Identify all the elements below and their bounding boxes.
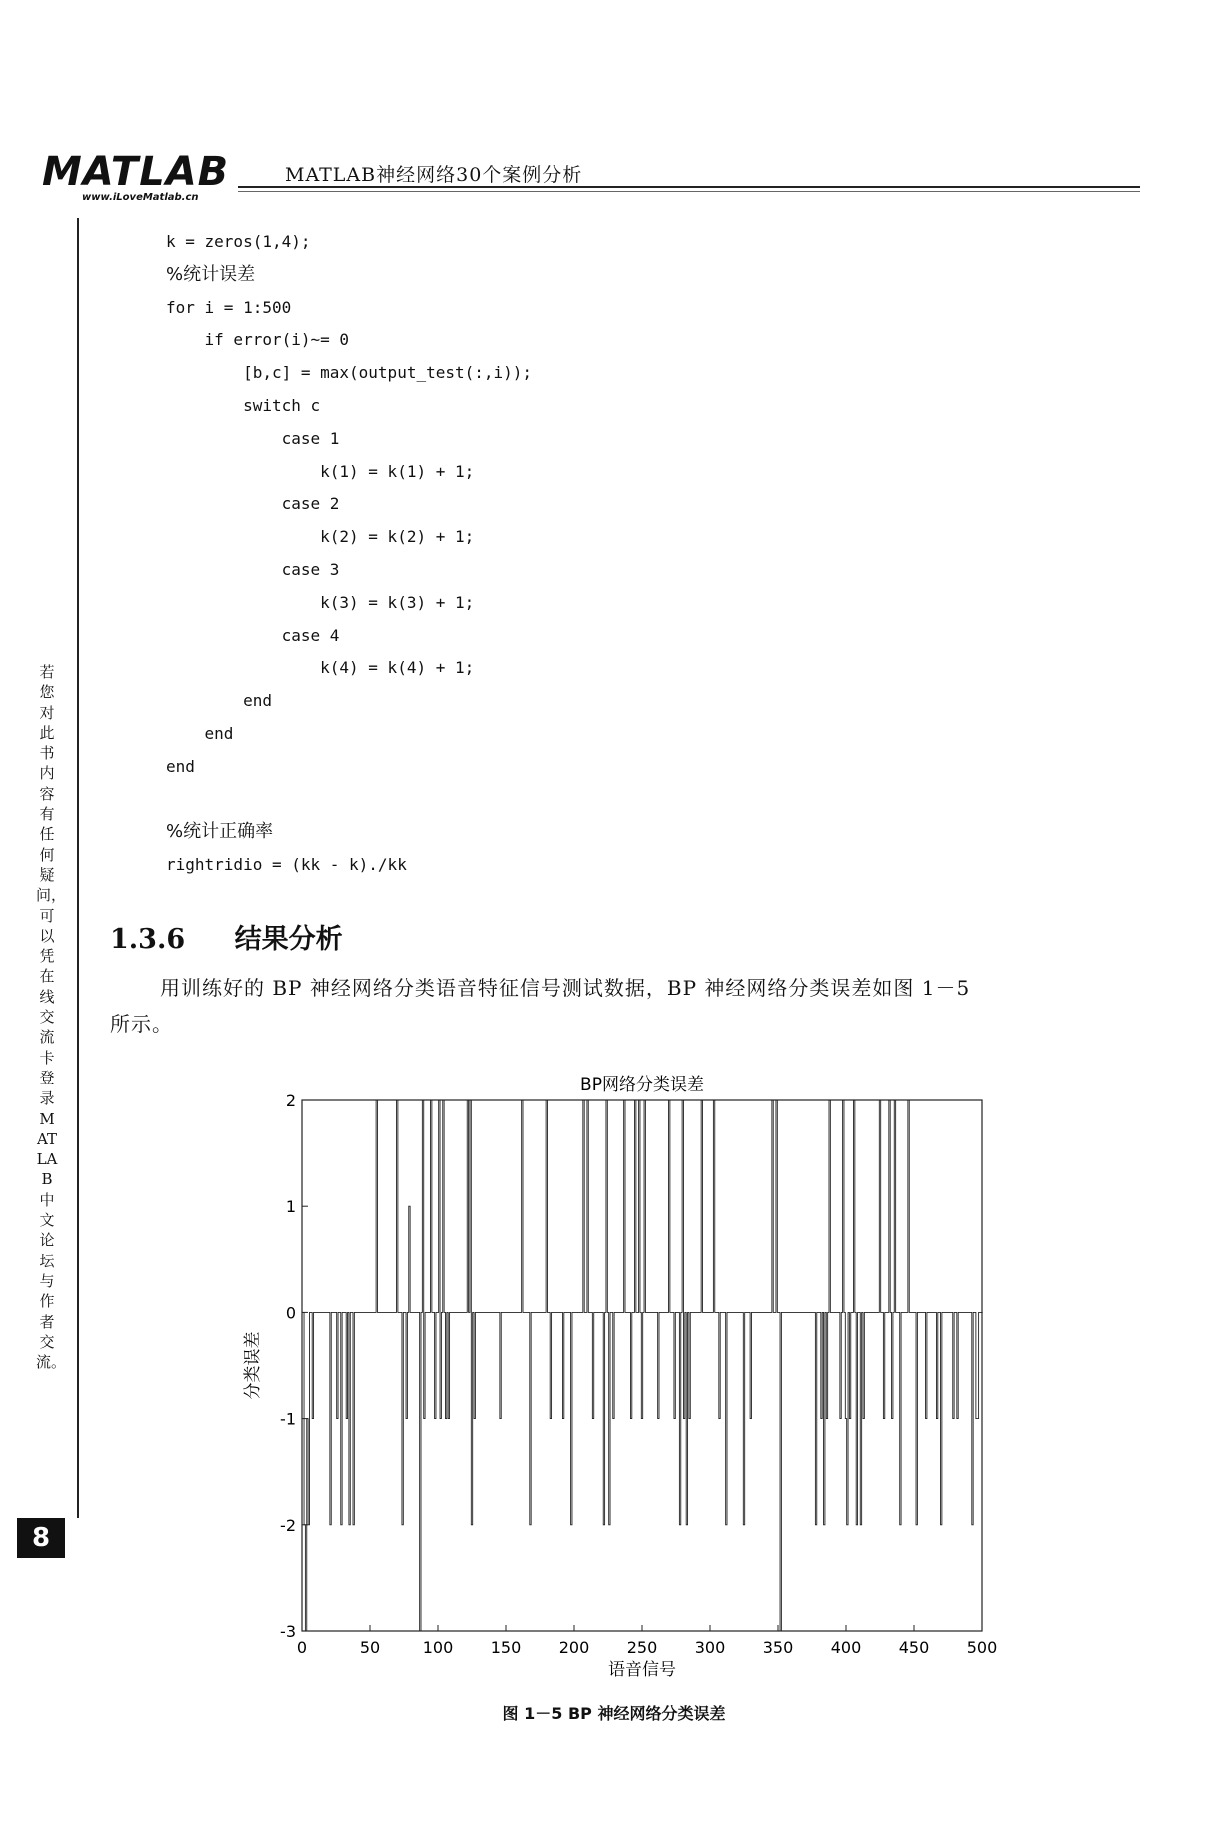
x-tick-label: 100 — [422, 1638, 454, 1657]
x-axis-label: 语音信号 — [608, 1660, 676, 1680]
code-line: %统计误差 — [166, 263, 256, 285]
code-line: k(2) = k(2) + 1; — [166, 527, 475, 547]
x-tick-label: 300 — [694, 1638, 726, 1657]
code-line: %统计正确率 — [166, 821, 274, 843]
code-line: k(3) = k(3) + 1; — [166, 592, 475, 612]
logo-text: MATLAB — [42, 149, 230, 195]
code-line: case 2 — [166, 494, 340, 514]
x-tick-label: 250 — [626, 1638, 658, 1657]
paragraph-line-1: 用训练好的 BP 神经网络分类语音特征信号测试数据，BP 神经网络分类误差如图 1－5 — [160, 976, 971, 1000]
chart-title: BP网络分类误差 — [580, 1075, 704, 1095]
y-tick-label: 2 — [285, 1091, 296, 1110]
logo-url: www.iLoveMatlab.cn — [82, 192, 199, 203]
section-title: 结果分析 — [234, 924, 343, 955]
section-heading — [110, 917, 343, 956]
code-line: rightridio = (kk - k)./kk — [166, 855, 407, 875]
code-line: k(4) = k(4) + 1; — [166, 658, 475, 678]
code-line: case 1 — [166, 428, 340, 448]
header-rule — [238, 186, 1140, 188]
code-line: end — [166, 724, 234, 743]
y-axis-label: 分类误差 — [243, 1331, 263, 1400]
sidebar-note: 若您对此书内容有任何疑问，可以凭在线交流卡登录MATLAB中文论坛与作者交流。 — [36, 663, 67, 1372]
x-tick-label: 400 — [830, 1638, 862, 1657]
code-line: end — [166, 691, 272, 711]
page-number: 8 — [17, 1518, 65, 1558]
x-tick-label: 150 — [490, 1638, 522, 1657]
figure-caption: 图 1－5 BP 神经网络分类误差 — [502, 1704, 726, 1723]
error-chart — [230, 1058, 1010, 1693]
matlab-logo — [42, 150, 247, 220]
code-line: switch c — [166, 396, 321, 415]
y-tick-label: 1 — [285, 1197, 296, 1217]
x-tick-label: 500 — [966, 1638, 998, 1657]
y-tick-label: -2 — [280, 1515, 296, 1535]
x-tick-label: 200 — [558, 1638, 590, 1657]
code-line: k(1) = k(1) + 1; — [166, 461, 475, 481]
book-title: MATLAB神经网络30个案例分析 — [285, 164, 583, 186]
code-line: if error(i)~= 0 — [166, 330, 350, 350]
plot-area — [302, 1100, 982, 1631]
x-tick-label: 450 — [898, 1638, 930, 1657]
y-tick-label: 0 — [285, 1303, 296, 1323]
paragraph-line-2: 所示。 — [110, 1012, 173, 1036]
code-line: end — [166, 756, 195, 776]
section-number: 1.3.6 — [110, 924, 186, 955]
code-line: case 4 — [166, 625, 340, 645]
margin-rule — [77, 218, 79, 1518]
code-line: k = zeros(1,4); — [166, 232, 311, 251]
code-line: case 3 — [166, 560, 340, 579]
y-tick-label: -1 — [280, 1409, 296, 1429]
y-tick-label: -3 — [280, 1622, 296, 1641]
x-tick-label: 50 — [359, 1638, 381, 1657]
code-line: for i = 1:500 — [166, 297, 292, 317]
header-rule-thin — [238, 191, 1140, 192]
x-tick-label: 0 — [296, 1638, 308, 1657]
code-line: [b,c] = max(output_test(:,i)); — [166, 363, 533, 383]
x-tick-label: 350 — [762, 1638, 794, 1657]
